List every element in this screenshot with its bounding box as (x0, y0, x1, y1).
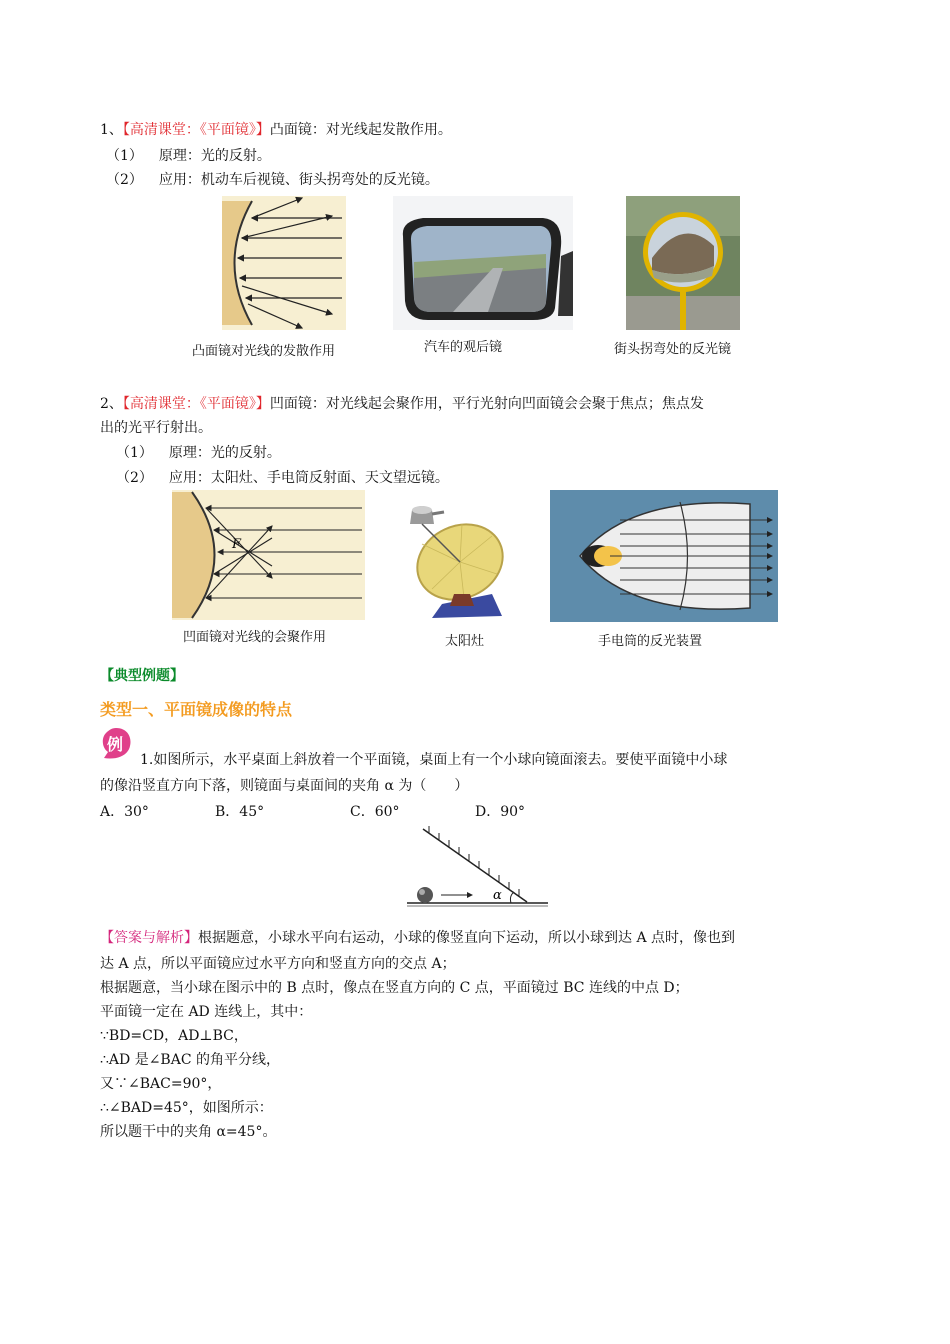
point-text: 原理：光的反射。 (158, 148, 271, 164)
section2-title: 凹面镜：对光线起会聚作用，平行光射向凹面镜会会聚于焦点；焦点发 (269, 396, 704, 412)
car-mirror-photo (393, 196, 573, 330)
answer-line7: 又∵∠BAC=90°， (100, 1076, 222, 1092)
mirror-ball-figure (405, 824, 550, 912)
alpha-label: α (493, 888, 502, 903)
answer-tag: 【答案与解析】 (100, 930, 198, 946)
focus-label: F (232, 537, 242, 552)
option-c[interactable]: C．60° (350, 804, 400, 820)
section1-tag: 【高清课堂：《平面镜》】 (122, 122, 270, 138)
solar-cooker-illustration (392, 494, 512, 622)
point-number: （1） (106, 148, 143, 164)
example-badge-label: 例 (107, 735, 124, 754)
caption-concave-diagram: 凹面镜对光线的会聚作用 (183, 630, 327, 645)
point-text: 原理：光的反射。 (168, 445, 281, 461)
question-line1: 1.如图所示，水平桌面上斜放着一个平面镜，桌面上有一个小球向镜面滚去。要使平面镜中小球 (140, 752, 728, 768)
caption-street-mirror: 街头拐弯处的反光镜 (614, 342, 732, 357)
answer-line4: 平面镜一定在 AD 连线上，其中： (100, 1004, 313, 1020)
section2-number: 2、 (100, 396, 123, 412)
answer-line9: 所以题干中的夹角 α=45°。 (100, 1124, 277, 1140)
type-title: 类型一、平面镜成像的特点 (100, 700, 293, 719)
answer-line8: ∴∠BAD=45°，如图所示： (100, 1100, 273, 1116)
answer-line1 (100, 928, 735, 948)
section2-point1 (116, 443, 281, 463)
question-line2: 的像沿竖直方向下落，则镜面与桌面间的夹角 α 为（ ） (100, 778, 469, 794)
examples-heading: 【典型例题】 (100, 668, 184, 684)
concave-mirror-diagram (172, 490, 365, 620)
flashlight-reflector-diagram (550, 490, 778, 622)
section2-heading (100, 394, 704, 414)
section2-point2 (116, 468, 449, 488)
section1-heading (100, 120, 452, 140)
point-number: （2） (116, 470, 153, 486)
point-number: （1） (116, 445, 153, 461)
street-mirror-photo (626, 196, 740, 330)
section1-point2 (106, 170, 439, 190)
caption-flashlight: 手电筒的反光装置 (598, 634, 703, 649)
point-text: 应用：太阳灶、手电筒反射面、天文望远镜。 (168, 470, 449, 486)
section1-point1 (106, 146, 271, 166)
caption-car-mirror: 汽车的观后镜 (424, 340, 503, 355)
option-b[interactable]: B．45° (215, 804, 265, 820)
answer-line6: ∴AD 是∠BAC 的角平分线， (100, 1052, 280, 1068)
point-text: 应用：机动车后视镜、街头拐弯处的反光镜。 (158, 172, 439, 188)
answer-line2: 达 A 点，所以平面镜应过水平方向和竖直方向的交点 A； (100, 956, 456, 972)
caption-solar-cooker: 太阳灶 (445, 634, 485, 649)
option-d[interactable]: D．90° (475, 804, 526, 820)
caption-convex-diagram: 凸面镜对光线的发散作用 (192, 344, 336, 359)
section1-number: 1、 (100, 122, 123, 138)
example-badge (100, 726, 132, 760)
answer-line3: 根据题意，当小球在图示中的 B 点时，像点在竖直方向的 C 点，平面镜过 BC 连线的中点 D； (100, 980, 689, 996)
answer-line5: ∵BD=CD，AD⊥BC， (100, 1028, 248, 1044)
option-a[interactable]: A．30° (100, 804, 149, 820)
answer-text: 根据题意，小球水平向右运动，小球的像竖直向下运动，所以小球到达 A 点时，像也到 (198, 930, 736, 946)
section1-title: 凸面镜：对光线起发散作用。 (269, 122, 452, 138)
point-number: （2） (106, 172, 143, 188)
section2-title-cont: 出的光平行射出。 (100, 420, 212, 436)
question-options (100, 802, 526, 822)
convex-mirror-diagram (222, 196, 346, 330)
section2-tag: 【高清课堂：《平面镜》】 (122, 396, 270, 412)
